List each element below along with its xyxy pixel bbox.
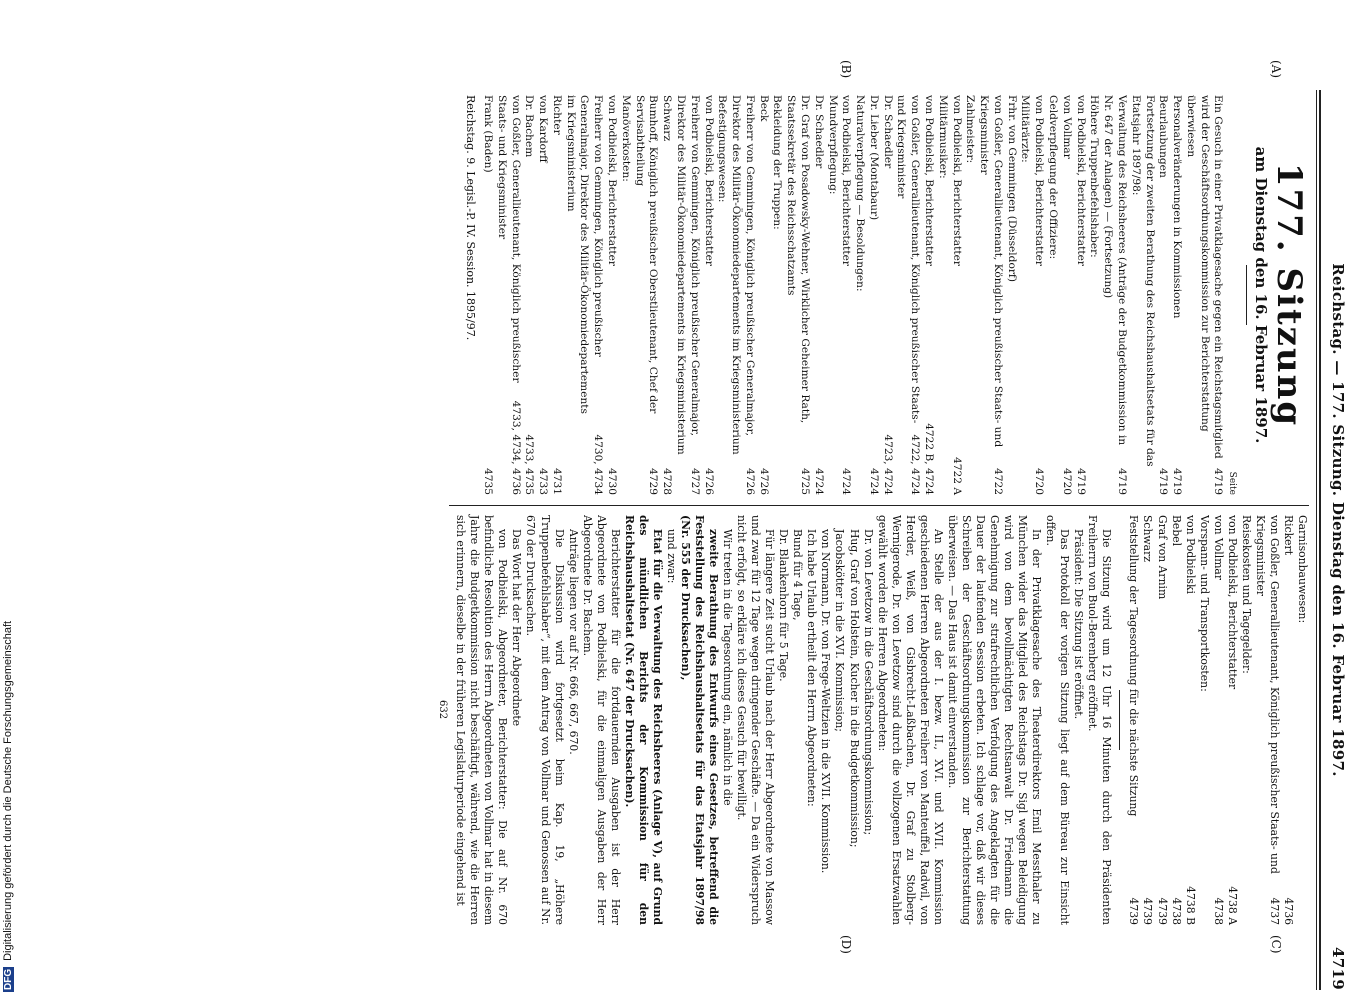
- page-number: 4719: [1329, 947, 1347, 990]
- toc-entry-text: Feststellung der Tagesordnung für die nächste Sitzung: [1127, 515, 1141, 817]
- toc-entry-text: von Podbielski, Berichterstatter: [1033, 95, 1046, 266]
- toc-entry: [770, 95, 784, 495]
- body-paragraph: Etat für die Verwaltung des Reichsheeres (Anlage V), auf Grund des mündlichen Berichts der Kommission für den Reichshaushaltsetat (Nr. 647 der Drucksachen).: [622, 515, 664, 925]
- toc-entry: [1225, 515, 1239, 925]
- toc-entry-page: 4726: [743, 468, 756, 495]
- body-paragraph: Die Sitzung wird um 12 Uhr 16 Minuten durch den Präsidenten Freiherrn von Buol-Berenberg eröffnet.: [1086, 515, 1114, 925]
- toc-entry-page: 4730: [606, 468, 619, 495]
- left-column: [479, 95, 1309, 495]
- toc-entry-text: Fortsetzung der zweiten Berathung des Reichshaushaltsetats für das Etatsjahr 1897/98:: [1129, 95, 1156, 467]
- toc-entry: [535, 95, 549, 495]
- toc-entry-text: Freiherr von Gemmingen, Königlich preußischer Generalmajor, Direktor des Militär-Ökonomiedepartements im Kriegsministerium: [730, 95, 756, 455]
- toc-entry-page: 4719: [1074, 468, 1087, 495]
- body-paragraph: Das Protokoll der vorigen Sitzung liegt auf dem Büreau zur Einsicht offen.: [1044, 515, 1072, 925]
- toc-entry-page: [1239, 919, 1253, 925]
- toc-entry-page: 4724: [812, 468, 825, 495]
- toc-entry-page: 4729: [647, 468, 660, 495]
- toc-entry-page: 4722: [991, 468, 1004, 495]
- toc-entry-page: 4720: [1060, 468, 1073, 495]
- toc-entry-page: 4723, 4724: [881, 434, 894, 495]
- toc-entry: [728, 95, 756, 495]
- toc-entry: [756, 95, 770, 495]
- toc-entry-page: 4724: [840, 468, 853, 495]
- toc-entry-page: [1087, 489, 1101, 495]
- toc-entry: [659, 95, 673, 495]
- toc-entry-text: Vorspann- und Transportkosten:: [1197, 515, 1211, 692]
- toc-entry: [494, 95, 522, 495]
- toc-entry: [839, 95, 853, 495]
- toc-entry-page: 4719: [1157, 468, 1170, 495]
- toc-entry-text: Schwarz: [1141, 515, 1155, 562]
- toc-entry-page: 4727: [688, 468, 701, 495]
- body-paragraph: Ich habe Urlaub ertheilt den Herrn Abgeordneten:: [805, 529, 819, 807]
- toc-entry: [783, 95, 811, 495]
- toc-entry-page: 4733: [537, 468, 550, 495]
- toc-entry-page: [618, 489, 632, 495]
- toc-entry-page: 4733, 4734, 4736: [509, 400, 522, 495]
- toc-entry: [1004, 95, 1018, 495]
- toc-entry-page: 4720: [1033, 468, 1046, 495]
- toc-entry-page: 4738 B: [1183, 886, 1197, 925]
- body-paragraph: Für längere Zeit sucht Urlaub nach der Herr Abgeordnete von Massow und zwar für 12 Tage wegen dringender Geschäfte. — Da ein Widerspruch nicht erfolgt, so erkläre ich dieses Gesuch für bewilligt.: [735, 515, 777, 925]
- toc-entry-text: Rickert: [1281, 515, 1295, 556]
- toc-entry: [1100, 95, 1128, 495]
- toc-entry: [1018, 95, 1032, 495]
- toc-entry-text: von Vollmar: [1211, 515, 1225, 581]
- toc-entry: [811, 95, 825, 495]
- toc-entry-page: 4726: [702, 468, 715, 495]
- toc-entry-page: 4722 B, 4724: [923, 423, 936, 495]
- toc-entry-page: [1045, 489, 1059, 495]
- margin-letter-b: (B): [839, 60, 853, 79]
- body-paragraph: Dr. Blankenhorn für 5 Tage.: [777, 529, 791, 682]
- body-paragraph: Das Wort hat der Herr Abgeordnete: [510, 529, 524, 727]
- toc-entry-text: Bebel: [1169, 515, 1183, 547]
- body-paragraph: Hug, Graf von Holstein, Kucher in die Budgetkommission;: [847, 529, 861, 848]
- toc-entry-page: 4719: [1212, 468, 1225, 495]
- toc-entry: [1295, 515, 1309, 925]
- toc-entry-text: von Podbielski, Berichterstatter: [1225, 515, 1239, 690]
- toc-entry-page: 4733, 4735: [523, 434, 536, 495]
- toc-entry-text: von Podbielski, Berichterstatter: [1074, 95, 1087, 266]
- toc-entry: [1156, 95, 1170, 495]
- toc-entry-page: 4726: [757, 468, 770, 495]
- toc-entry-page: 4719: [1171, 468, 1184, 495]
- body-paragraph: von Normann, Dr. von Frege-Weltzien in die XVII. Kommission.: [819, 529, 833, 874]
- toc-entry: [549, 95, 563, 495]
- toc-entry-page: 4739: [1155, 897, 1169, 925]
- toc-end-divider: [1119, 690, 1120, 750]
- toc-entry-page: [1295, 919, 1309, 925]
- toc-entry-page: 4735: [482, 468, 495, 495]
- toc-entry-text: Manöverkosten:: [619, 95, 632, 182]
- digitization-credit: [0, 0, 16, 1000]
- body-paragraph: Wir treten in die Tagesordnung ein, nämlich in die: [721, 529, 735, 806]
- left-footer: Reichstag. 9. Legisl.-P. IV. Session. 1895/97.: [464, 95, 477, 341]
- toc-entry: [480, 95, 494, 495]
- toc-entry-text: Befestigungswesen:: [716, 95, 729, 203]
- toc-entry-text: von Goßler, Generallieutenant, Königlich preußischer Staats- und Kriegsminister: [495, 95, 522, 383]
- toc-entry-text: Freiherr von Gemmingen, Königlich preußischer Generalmajor, Direktor des Militär-Ökonomiedepartements im Kriegsministerium: [674, 95, 701, 455]
- toc-entry: [976, 95, 1004, 495]
- toc-entry-page: 4738 A: [1225, 886, 1239, 925]
- toc-entry-text: Richter: [550, 95, 563, 135]
- toc-entry-text: von Podbielski, Berichterstatter: [923, 95, 936, 266]
- toc-entry: [522, 95, 536, 495]
- toc-entry-text: Zahlmeister:: [964, 95, 977, 164]
- toc-entry-page: [1004, 489, 1018, 495]
- margin-letter-a: (A): [1269, 60, 1283, 79]
- toc-entry-text: Reisekosten und Tagegelder:: [1239, 515, 1253, 674]
- toc-entry-text: Militärärzte:: [1019, 95, 1032, 163]
- toc-entry-page: 4739: [1141, 897, 1155, 925]
- toc-entry: [894, 95, 922, 495]
- toc-entry-text: von Vollmar: [1060, 95, 1073, 159]
- toc-entry-page: [770, 489, 784, 495]
- margin-letter-d: (D): [839, 935, 853, 954]
- toc-entry-text: von Podbielski, Berichterstatter: [840, 95, 853, 266]
- toc-entry: [1045, 95, 1059, 495]
- toc-entry-text: Garnisonbauwesen:: [1296, 515, 1309, 624]
- toc-entry-page: [1128, 489, 1156, 495]
- toc-entry-text: von Podbielski, Berichterstatter: [606, 95, 619, 266]
- toc-entry: [1169, 95, 1183, 495]
- toc-entry: [852, 95, 866, 495]
- toc-entry-text: Verwaltung des Reichsheeres (Anträge der Budgetkommission in Nr. 647 der Anlagen) — (Fortsetzung): [1102, 95, 1128, 446]
- body-paragraph: Jacobskötter in die XVI. Kommission;: [833, 529, 847, 732]
- toc-entry: [825, 95, 839, 495]
- toc-entry-text: von Podbielski: [1183, 515, 1197, 594]
- toc-entry-text: Freiherr von Gemmingen, Königlich preußischer Generalmajor, Direktor des Militär-Ökonomiedepartements im Kriegsministerium: [564, 95, 605, 414]
- toc-entry: [880, 95, 894, 495]
- body-paragraph: Dr. von Levetzow in die Geschäftsordnungskommission;: [861, 529, 875, 836]
- toc-entry: [1183, 95, 1224, 495]
- toc-continuation: [1126, 515, 1309, 925]
- body-paragraph: von Podbielski, Abgeordneter, Berichterstatter: Die auf Nr. 670 befindliche Resolution des Herrn Abgeordneten von Vollmar hat in diesem Jahre die Budgetkommission nicht beschäftigt, während, wie die Herren sich erinnern, dieselbe in der früheren Legislaturperiode eingehend ist: [454, 515, 510, 925]
- toc-entry: [701, 95, 715, 495]
- body-paragraph: Präsident: Die Sitzung ist eröffnet.: [1072, 529, 1086, 720]
- toc-entry: [935, 95, 949, 495]
- toc-entry-page: [852, 489, 866, 495]
- header-rule-thin: [1316, 90, 1317, 990]
- toc-entry: [673, 95, 701, 495]
- toc-entry: [1239, 515, 1253, 925]
- toc-entry: [1073, 95, 1087, 495]
- toc-entry: [949, 95, 963, 495]
- toc-entry-text: Bekleidung der Truppen:: [771, 95, 784, 230]
- toc-entry: [1087, 95, 1101, 495]
- toc-entry-text: von Goßler, Generallieutenant, Königlich preußischer Staats- und Kriegsminister: [1253, 515, 1281, 874]
- toc-entry: [715, 95, 729, 495]
- toc-list: [480, 95, 1224, 495]
- toc-entry-page: 4722 A: [950, 457, 963, 495]
- body-paragraph: zweite Berathung des Entwurfs eines Gesetzes, betreffend die Feststellung des Reichshaushaltsetats für das Etatsjahr 1897/98 (Nr. 555 der Drucksachen),: [678, 515, 721, 925]
- toc-entry-text: Militärmusiker:: [936, 95, 949, 179]
- toc-entry-page: 4722, 4724: [909, 434, 922, 495]
- toc-entry-text: von Kardorff: [537, 95, 550, 163]
- column-divider: [449, 505, 1309, 506]
- proceedings-text: [453, 515, 1113, 925]
- toc-entry-text: Mundverpflegung:: [826, 95, 839, 195]
- toc-entry-text: Personalveränderungen in Kommissionen: [1171, 95, 1184, 319]
- credit-text: Digitalisierung gefördert durch die Deutsche Forschungsgemeinschaft: [2, 620, 14, 961]
- toc-entry-page: 4730, 4734: [592, 434, 605, 495]
- toc-entry-text: Dr. Graf von Posadowsky-Wehner, Wirklicher Geheimer Rath, Staatssekretär des Reichsschatzamts: [785, 95, 811, 424]
- toc-entry-page: 4737: [1267, 897, 1281, 925]
- session-title: 177. Sitzung: [1269, 162, 1309, 428]
- toc-entry-text: Graf von Arnim: [1155, 515, 1169, 600]
- running-title: Reichstag. — 177. Sitzung. Dienstag den 16. Februar 1897.: [1329, 263, 1347, 777]
- toc-entry-page: 4739: [1127, 897, 1141, 925]
- toc-entry-page: [1018, 489, 1032, 495]
- body-paragraph: In der Privatklagesache des Theaterdirektors Emil Messthaler zu München wider das Mitglied des Reichstags Dr. Sigl wegen Beleidigung wird von dem bevollmächtigten Rechtsanwalt Dr. Friedmann die Genehmigung zur strafrechtlichen Verfolgung des Angeklagten für die Dauer der laufenden Session erbeten. Ich schlage vor, daß wir dieses Schreiben der Geschäftsordnungskommission zur Berichterstattung überweisen. — Das Haus ist damit einverstanden.: [945, 515, 1044, 925]
- toc-entry-page: 4738: [1211, 897, 1225, 925]
- toc-entry-text: Beurlaubungen: [1157, 95, 1170, 178]
- dfg-logo-icon: DFG: [2, 968, 14, 990]
- body-paragraph: und zwar:: [664, 529, 678, 584]
- toc-entry-page: 4738: [1169, 897, 1183, 925]
- toc-entry: [1253, 515, 1281, 925]
- right-column: [449, 515, 1309, 925]
- toc-entry-page: [715, 489, 729, 495]
- toc-entry-page: [825, 489, 839, 495]
- toc-entry-text: Frhr. von Gemmingen (Düsseldorf): [1005, 95, 1018, 282]
- right-footer-number: 632: [437, 700, 448, 720]
- toc-entry-page: 4725: [799, 468, 811, 495]
- toc-entry: [1128, 95, 1156, 495]
- toc-entry-page: [935, 489, 949, 495]
- toc-entry: [632, 95, 660, 495]
- toc-entry: [1197, 515, 1211, 925]
- toc-entry-text: Frank (Baden): [482, 95, 495, 173]
- toc-entry: [618, 95, 632, 495]
- toc-entry: [1140, 515, 1154, 925]
- session-subtitle: am Dienstag den 16. Februar 1897.: [1252, 146, 1270, 444]
- toc-entry-page: 4731: [550, 468, 563, 495]
- toc-entry-text: Dr. Bachem: [523, 95, 536, 158]
- toc-entry-text: von Goßler, Generallieutenant, Königlich preußischer Staats- und Kriegsminister: [978, 95, 1004, 448]
- toc-entry: [1211, 515, 1225, 925]
- toc-entry: [1281, 515, 1295, 925]
- toc-entry-text: Dr. Schaedler: [812, 95, 825, 169]
- toc-entry: [1032, 95, 1046, 495]
- toc-entry-text: von Goßler, Generallieutenant, Königlich preußischer Staats- und Kriegsminister: [895, 95, 922, 424]
- margin-letter-c: (C): [1269, 935, 1283, 954]
- body-paragraph: Die Diskussion wird fortgesetzt beim Kap. 19, „Höhere Truppenbefehlshaber“, mit dem Antrag von Vollmar und Genossen auf Nr. 670 der Drucksachen.: [524, 515, 566, 925]
- toc-entry: [1059, 95, 1073, 495]
- toc-entry: [1169, 515, 1183, 925]
- toc-entry-text: Naturalverpflegung — Besoldungen:: [854, 95, 867, 292]
- toc-entry-text: Geldverpflegung der Offiziere:: [1047, 95, 1060, 260]
- toc-entry: [604, 95, 618, 495]
- toc-entry-page: [963, 489, 977, 495]
- toc-entry-page: 4724: [867, 468, 880, 495]
- header-rule: [1319, 90, 1321, 990]
- toc-entry-text: von Podbielski, Berichterstatter: [950, 95, 963, 266]
- body-paragraph: An Stelle der aus der I. bezw. II., XVI. und XVII. Kommission geschiedenen Herren Abgeordneten Freiherr von Manteuffel, Radwil, von Herder, Weiß, von Gisbrecht-Laßbachen, Dr. Graf zu Stolberg-Wernigerode, Dr. von Levetzow sind durch die vollzogenen Ersatzwahlen gewählt worden die Herren Abgeordneten:: [875, 515, 945, 925]
- toc-entry-text: Höhere Truppenbefehlshaber:: [1088, 95, 1101, 258]
- toc-entry-page: [1197, 919, 1211, 925]
- toc-entry-page: 4719: [1115, 468, 1128, 495]
- toc-entry-text: Ein Gesuch in einer Privatklagesache gegen ein Reichstagsmitglied wird der Geschäftsordnungskommission zur Berichterstattung überwiesen: [1184, 95, 1225, 459]
- toc-entry: [1154, 515, 1168, 925]
- toc-entry: [1126, 515, 1140, 925]
- toc-entry: [921, 95, 935, 495]
- toc-entry-page: 4728: [661, 468, 674, 495]
- body-paragraph: Berichterstatter für die fortdauernden Ausgaben ist der Herr Abgeordnete von Podbielski, für die einmaligen Ausgaben der Herr Abgeordnete Dr. Bachem.: [580, 515, 622, 925]
- body-paragraph: Anträge liegen vor auf Nr. 666, 667, 670.: [566, 529, 580, 755]
- body-paragraph: Bund für 4 Tage,: [791, 529, 805, 621]
- toc-entry-text: Dr. Schaedler: [881, 95, 894, 169]
- toc-entry-text: Dr. Lieber (Montabaur): [867, 95, 880, 221]
- toc-entry: [1183, 515, 1197, 925]
- toc-entry-text: Bumhoff, Königlich preußischer Oberstlieutenant, Chef der Servisabtheilung: [633, 95, 660, 414]
- toc-entry: [563, 95, 604, 495]
- title-divider: [1246, 265, 1247, 325]
- toc-entry-text: von Podbielski, Berichterstatter: [702, 95, 715, 266]
- toc-entry: [866, 95, 880, 495]
- toc-entry: [963, 95, 977, 495]
- toc-entry-page: 4736: [1281, 897, 1295, 925]
- seite-label: Seite: [1227, 471, 1238, 495]
- toc-entry-text: Beck: [757, 95, 770, 122]
- toc-entry-text: Schwarz: [661, 95, 674, 142]
